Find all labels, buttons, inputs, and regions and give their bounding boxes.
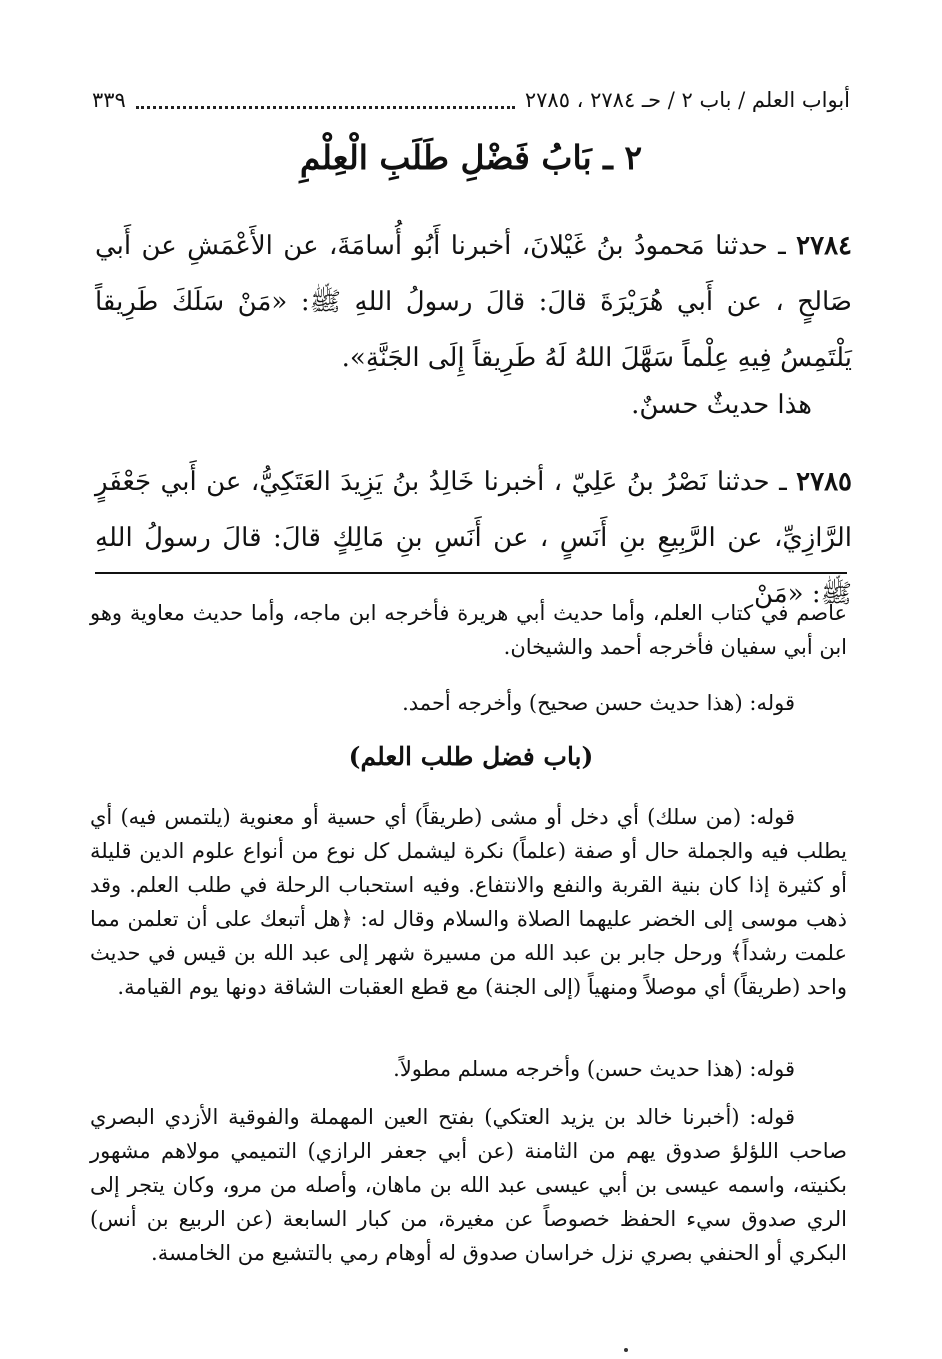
commentary-paragraph: قوله: (أخبرنا خالد بن يزيد العتكي) بفتح العين المهملة والفوقية الأزدي البصري صاحب اللؤلؤ صدوق يهم من الثامنة (عن أبي جعفر الرازي) التميمي مولاهم مشهور بكنيته، واسمه عيسى بن أبي عيسى عبد الله بن ماهان، وأصله من مرو، وكان يتجر إلى الري صدوق سيء الحفظ خصوصاً عن مغيرة، من كبار السابعة (عن الربيع بن أنس) البكري أو الحنفي بصري نزل خراسان صدوق له أوهام رمي بالتشيع من الخامسة. (90, 1105, 847, 1265)
hadith-verdict: هذا حديثٌ حسنٌ. (631, 390, 812, 420)
commentary-paragraph: قوله: (هذا حديث حسن صحيح) وأخرجه أحمد. (402, 691, 795, 715)
header-dot-leader (136, 92, 515, 109)
page-number: ٣٣٩ (92, 88, 126, 112)
running-header (92, 82, 850, 118)
running-title: أبواب العلم / باب ٢ / حـ ٢٧٨٤ ، ٢٧٨٥ (524, 88, 850, 112)
hadith-number: ٢٧٨٥ (796, 467, 852, 497)
hadith-number: ٢٧٨٤ (796, 231, 853, 261)
chapter-title: ٢ ـ بَابُ فَضْلِ طَلَبِ الْعِلْمِ (299, 138, 643, 177)
hadith-2784 (95, 218, 852, 386)
commentary-paragraph: عاصم في كتاب العلم، وأما حديث أبي هريرة فأخرجه ابن ماجه، وأما حديث معاوية وهو ابن أبي سفيان فأخرجه أحمد والشيخان. (90, 601, 847, 659)
hadith-text: ـ حدثنا نَصْرُ بنُ عَلِيّ ، أخبرنا خَالِدُ بنُ يَزِيدَ العَتَكِيُّ، عن أَبي جَعْفَرٍ الرَّازِيِّ، عن الرَّبِيعِ بنِ أَنَسٍ ، عن أَنَسِ بنِ مَالِكٍ قالَ: قالَ رسولُ اللهِ ﷺ: «مَنْ (95, 467, 852, 609)
commentary-section-title: (باب فضل طلب العلم) (348, 742, 594, 771)
commentary-paragraph: قوله: (هذا حديث حسن) وأخرجه مسلم مطولاً. (393, 1057, 795, 1081)
footnote-divider (95, 572, 847, 574)
commentary-paragraph: قوله: (من سلك) أي دخل أو مشى (طريقاً) أي حسية أو معنوية (يلتمس فيه) أي يطلب فيه والجملة حال أو صفة (علماً) نكرة ليشمل كل نوع من أنواع علوم الدين قليلة أو كثيرة إذا كان بنية القربة والنفع والانتفاع. وفيه استحباب الرحلة في طلب العلم. وقد ذهب موسى إلى الخضر عليهما الصلاة والسلام وقال له: ﴿هل أتبعك على أن تعلمن مما علمت رشداً﴾ ورحل جابر بن عبد الله من مسيرة شهر إلى عبد الله بن قيس في حديث واحد (طريقاً) أي موصلاً ومنهياً (إلى الجنة) مع قطع العقبات الشاقة دونها يوم القيامة. (90, 805, 847, 999)
page-speck (624, 1348, 628, 1352)
hadith-text: ـ حدثنا مَحمودُ بنُ غَيْلانَ، أخبرنا أَبُو أُسامَةَ، عن الأَعْمَشِ عن أَبي صَالحٍ ، عن أَبي هُرَيْرَةَ قالَ: قالَ رسولُ اللهِ ﷺ: «مَنْ سَلَكَ طَرِيقاً يَلْتَمِسُ فِيهِ عِلْماً سَهَّلَ اللهُ لَهُ طَرِيقاً إِلَى الجَنَّةِ». (95, 231, 852, 373)
